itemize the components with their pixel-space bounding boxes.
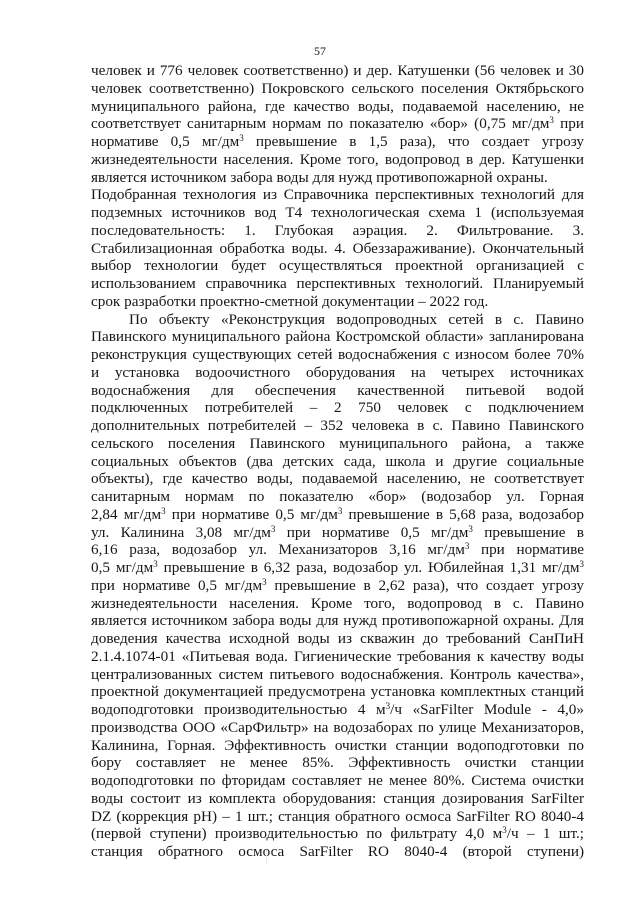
text-line: и установка водоочистного оборудования на четырех источниках — [91, 363, 584, 381]
paragraph-2 — [91, 311, 584, 861]
text-line: централизованных систем питьевого водоснабжения. Контроль качества», — [91, 665, 584, 683]
paragraph-1 — [91, 62, 584, 311]
text-line: бору составляет не менее 85%. Эффективность очистки станции — [91, 754, 584, 772]
text-line: водоснабжения для обеспечения качественной питьевой водой — [91, 381, 584, 399]
scan-artifact — [266, 850, 269, 864]
text-line: человек соответственно) Покровского сельского поселения Октябрьского — [91, 79, 584, 97]
page-number: 57 — [314, 44, 326, 58]
text-line: является источником забора воды для нужд противопожарной охраны. Для — [91, 612, 584, 630]
text-line: водоподготовки по фторидам составляет не менее 80%. Система очистки — [91, 772, 584, 789]
text-line: реконструкция существующих сетей водоснабжения с износом более 70% — [91, 346, 584, 363]
text-line: доведения качества исходной воды из скважин до требований СанПиН — [91, 630, 584, 647]
document-body — [91, 62, 584, 861]
text-line: Калинина, Горная. Эффективность очистки станции водоподготовки по — [91, 736, 584, 754]
text-line: 2,84 $мг/дм^3$ при нормативе 0,5 $мг/дм^3$ превышение в 5,68 раза, водозабор — [91, 505, 584, 523]
text-line: Павинского муниципального района Костромской области» запланирована — [91, 328, 584, 346]
text-line: ул. Калинина 3,08 $мг/дм^3$ при нормативе 0,5 $мг/дм^3$ превышение в — [91, 523, 584, 541]
text-line: производства ООО «СарФильтр» на водозаборах по улице Механизаторов, — [91, 718, 584, 736]
text-line: является источником забора воды для нужд противопожарной охраны. — [91, 168, 548, 186]
text-line: Подобранная технология из Справочника перспективных технологий для — [91, 186, 584, 204]
text-line: DZ (коррекция рН) – 1 шт.; станция обратного осмоса SarFilter RO 8040-4 — [91, 807, 584, 825]
text-line: 2.1.4.1074-01 «Питьевая вода. Гигиенические требования к качеству воды — [91, 647, 584, 665]
text-line: нормативе 0,5 $мг/дм^3$ превышение в 1,5 раза), что создает угрозу — [91, 133, 584, 150]
text-line: объекты), где качество воды, подаваемой населению, не соответствует — [91, 470, 584, 488]
text-line: срок разработки проектно-сметной документации – 2022 год. — [91, 292, 489, 310]
text-line: жизнедеятельности населения. Кроме того, водопровод в дер. Катушенки — [91, 150, 584, 168]
text-line: выбор технологии будет осуществляться проектной организацией с — [91, 257, 584, 275]
text-line: человек и 776 человек соответственно) и дер. Катушенки (56 человек и 30 — [91, 62, 584, 79]
text-line: санитарным нормам по показателю «бор» (водозабор ул. Горная — [91, 488, 584, 505]
text-line: подключенных потребителей – 2 750 человек с подключением — [91, 399, 584, 417]
text-line: 6,16 раза, водозабор ул. Механизаторов 3,16 $мг/дм^3$ при нормативе — [91, 541, 584, 559]
text-line: использованием справочника перспективных технологий. Планируемый — [91, 275, 584, 292]
text-line: соответствует санитарным нормам по показателю «бор» (0,75 $мг/дм^3$ при — [91, 115, 584, 133]
text-line: воды состоит из комплекта оборудования: станция дозирования SarFilter — [91, 789, 584, 807]
text-line: По объекту «Реконструкция водопроводных сетей в с. Павино — [129, 310, 584, 328]
text-line: жизнедеятельности населения. Кроме того, водопровод в с. Павино — [91, 594, 584, 612]
text-line: последовательность: 1. Глубокая аэрация. 2. Фильтрование. 3. — [91, 221, 584, 239]
text-line: подземных источников вод Т4 технологическая схема 1 (используемая — [91, 204, 584, 221]
text-line: водоподготовки производительностью 4 $м^3/ч$ «SarFilter Module - 4,0» — [91, 701, 584, 718]
text-line: (первой ступени) производительностью по фильтрату 4,0 $м^3/ч - 1$ шт.; — [91, 825, 584, 843]
text-line: 0,5 $мг/дм^3$ превышение в 6,32 раза, водозабор ул. Юбилейная 1,31 $мг/дм^3$ — [91, 559, 584, 576]
text-line: проектной документацией предусмотрена установка комплектных станций — [91, 683, 584, 701]
text-line: станция обратного осмоса SarFilter RO 8040-4 (второй ступени) — [91, 843, 584, 860]
text-line: сельского поселения Павинского муниципального района, а также — [91, 434, 584, 452]
text-line: при нормативе 0,5 $мг/дм^3$ превышение в 2,62 раза), что создает угрозу — [91, 576, 584, 594]
text-line: дополнительных потребителей – 352 человека в с. Павино Павинского — [91, 417, 584, 434]
text-line: социальных объектов (два детских сада, школа и другие социальные — [91, 452, 584, 470]
text-line: Стабилизационная обработка воды. 4. Обеззараживание). Окончательный — [91, 239, 584, 257]
text-line: муниципального района, где качество воды, подаваемой населению, не — [91, 97, 584, 115]
